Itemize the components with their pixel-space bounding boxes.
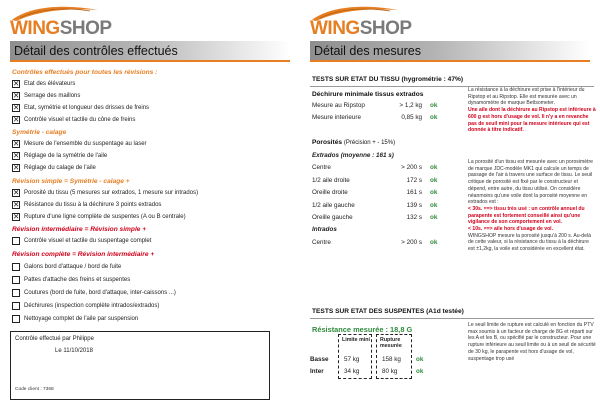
empty-box-icon [12, 276, 20, 284]
checked-box-icon [12, 80, 20, 88]
check-mark-icon: ✕ [13, 115, 20, 124]
status-ok: ok [430, 102, 438, 109]
limit-value: 34 kg [344, 368, 360, 375]
measure-label: 1/2 aile gauche [312, 201, 355, 209]
check-mark-icon: ✕ [13, 212, 20, 221]
status-ok: ok [430, 239, 438, 246]
porosity-title: Porosités (Précision + - 15%) [312, 139, 396, 146]
measure-value: 139 s [406, 201, 422, 209]
checklist-label: Contrôle visuel et tactile du cône de freins [24, 117, 136, 123]
measure-label: Oreille droite [312, 189, 348, 196]
status-ok: ok [430, 114, 438, 121]
section-title: Contrôles effectués pour toutes les révisions : [12, 69, 158, 76]
page-title-bar [310, 41, 590, 62]
logo-text-shop: SHOP [359, 18, 412, 39]
empty-box-icon [12, 302, 20, 310]
checked-box-icon [12, 164, 20, 172]
measure-value: 0,85 kg [401, 114, 422, 121]
measure-value: > 200 s [401, 239, 422, 246]
limit-value: 57 kg [344, 356, 360, 363]
empty-box-icon [12, 315, 20, 323]
checklist-label: Etat, symétrie et longueur des drisses de freins [24, 105, 150, 111]
status-ok: ok [416, 356, 424, 363]
section-title: Révision simple = Symétrie - calage + [12, 178, 130, 185]
lines-tests-heading: TESTS SUR ETAT DES SUSPENTES (A1d testée) [310, 308, 594, 319]
check-mark-icon: ✕ [13, 188, 20, 197]
signature-box [10, 331, 270, 400]
checked-box-icon [12, 213, 20, 221]
checked-box-icon [12, 201, 20, 209]
extrados-title: Extrados (moyenne : 161 s) [312, 152, 394, 159]
limit-column-header: Limite mini [342, 337, 370, 343]
lines-note: Le seuil limite de rupture est calculé en fonction du PTV max soumis à un facteur de charge de 8G et réparti sur les A et les B, ou spécifié par le constructeur. Pour une rupture inférieure au seuil limite ou à un seuil de sécurité de 30 kg, le parapente est hors d'usage de vol, suspentage trop usé [468, 322, 596, 362]
intrados-title: Intrados [312, 226, 337, 233]
check-mark-icon: ✕ [13, 91, 20, 100]
section-title: Révision complète = Révision intermédiaire + [12, 251, 155, 258]
checklist-label: Mesure de l'ensemble du suspentage au laser [24, 141, 147, 147]
checklist-label: Nettoyage complet de l'aile par suspension [24, 316, 139, 322]
measure-value: > 200 s [401, 164, 422, 171]
logo-text-shop: SHOP [59, 18, 112, 39]
empty-box-icon [12, 289, 20, 297]
checked-box-icon [12, 152, 20, 160]
tear-note: La résistance à la déchirure est prise à l'intérieur du Ripstop et au Ripstop. Elle est mesurée avec un dynamomètre de marque Bettsometer. Une aile dont la déchirure au Ripstop est inférieure à 600 g est hors d'usage de vol. Il n'y a en revanche pas de seuil mini pour la mesure intérieure qui est donnée à titre indicatif. [468, 87, 596, 134]
check-mark-icon: ✕ [13, 139, 20, 148]
checklist-label: Galons bord d'attaque / bord de fuite [24, 264, 122, 270]
wingshop-logo [10, 4, 210, 40]
status-ok: ok [416, 368, 424, 375]
checked-box-icon [12, 116, 20, 124]
check-mark-icon: ✕ [13, 103, 20, 112]
status-ok: ok [430, 189, 438, 196]
rupture-column-header: Rupture mesurée [380, 337, 402, 349]
checked-box-icon [12, 92, 20, 100]
fabric-tests-heading: TESTS SUR ETAT DU TISSU (hygrométrie : 47%) [310, 76, 594, 87]
page-title: Détail des mesures [314, 44, 421, 58]
page-title: Détail des contrôles effectués [14, 44, 178, 58]
measured-resistance: Résistance mesurée : 18,8 G [312, 325, 413, 334]
measure-label: Oreille gauche [312, 214, 353, 221]
checklist-label: Rupture d'une ligne complète de suspentes (A ou B centrale) [24, 214, 186, 220]
checklist-label: Réglage de la symétrie de l'aile [24, 153, 108, 159]
rupture-value: 158 kg [382, 356, 401, 363]
section-title: Symétrie - calage [12, 129, 67, 136]
measure-value: 161 s [406, 189, 422, 196]
checklist-label: Pattes d'attache des freins et suspentes [24, 277, 131, 283]
measure-label: Centre [312, 164, 331, 171]
inspector-line: Contrôle effectué par Philippe [15, 336, 94, 342]
checklist-label: Coutures (bord de fuite, bord d'attaque, inter-caissons ...) [24, 290, 176, 296]
checklist-label: Résistance du tissu à la déchirure 3 points extrados [24, 202, 162, 208]
measure-label: Mesure interieure [312, 114, 361, 121]
checklist-label: Porosité du tissu (5 mesures sur extrados, 1 mesure sur intrados) [24, 190, 199, 196]
checked-box-icon [12, 104, 20, 112]
checklist-label: Etat des élévateurs [24, 81, 76, 87]
rupture-value: 80 kg [382, 368, 398, 375]
checked-box-icon [12, 189, 20, 197]
status-ok: ok [430, 201, 438, 209]
tear-title: Déchirure minimale tissus extrados [312, 91, 424, 98]
status-ok: ok [430, 164, 438, 171]
page-title-bar [10, 41, 290, 62]
section-title: Révision intermédiaire = Révision simple + [12, 226, 147, 233]
checklist-label: Déchirures (inspection complète intrados/extrados) [24, 303, 160, 309]
line-level-label: Basse [310, 356, 329, 363]
logo-text-wing: WING [310, 18, 360, 39]
client-code: Code client : 7368 [15, 387, 54, 392]
checklist-label: Réglage du calage de l'aile [24, 165, 96, 171]
logo-text-wing: WING [10, 18, 60, 39]
porosity-note: La porosité d'un tissu est mesurée avec un porosimètre de marque JDC-modèle MK1 qui calcule un temps de passage de l'air à travers une surface de tissu. Le seuil critique de porosité est fixé par le constructeur et dépend, entre autre, du tissu utilisé. On considère néanmoins qu'une voile dont la porosité moyenne en extrados est : < 30s. ==> tissu très usé : un contrôle annuel du parapente est fortement conseillé ainsi qu'une vigilance de son comportement en vol. < 10s. ==> aile hors d'usage de vol. WINGSHOP mesure la porosité jusqu'à 200 s. Au-delà de cette valeur, si la résistance du tissu à la déchirure est ±1,2kg, la voile est considérée en excellent état. [468, 159, 593, 253]
measure-value: 132 s [406, 214, 422, 221]
empty-box-icon [12, 237, 20, 245]
measure-value: 172 s [406, 176, 422, 184]
check-mark-icon: ✕ [13, 79, 20, 88]
measure-value: > 1,2 kg [399, 102, 422, 109]
status-ok: ok [430, 214, 438, 221]
measure-label: Mesure au Ripstop [312, 102, 365, 109]
check-mark-icon: ✕ [13, 163, 20, 172]
measures-page [300, 0, 600, 408]
check-mark-icon: ✕ [13, 151, 20, 160]
wingshop-logo [310, 4, 510, 40]
checked-box-icon [12, 140, 20, 148]
line-level-label: Inter [310, 368, 324, 375]
measure-label: 1/2 aile droite [312, 176, 350, 184]
empty-box-icon [12, 263, 20, 271]
porosity-precision: (Précision + - 15%) [343, 140, 396, 146]
status-ok: ok [430, 176, 438, 184]
inspection-date: Le 11/10/2018 [55, 348, 93, 354]
checklist-label: Contrôle visuel et tactile du suspentage complet [24, 238, 152, 244]
measure-label: Centre [312, 239, 331, 246]
check-mark-icon: ✕ [13, 200, 20, 209]
checklist-label: Serrage des maillons [24, 93, 81, 99]
